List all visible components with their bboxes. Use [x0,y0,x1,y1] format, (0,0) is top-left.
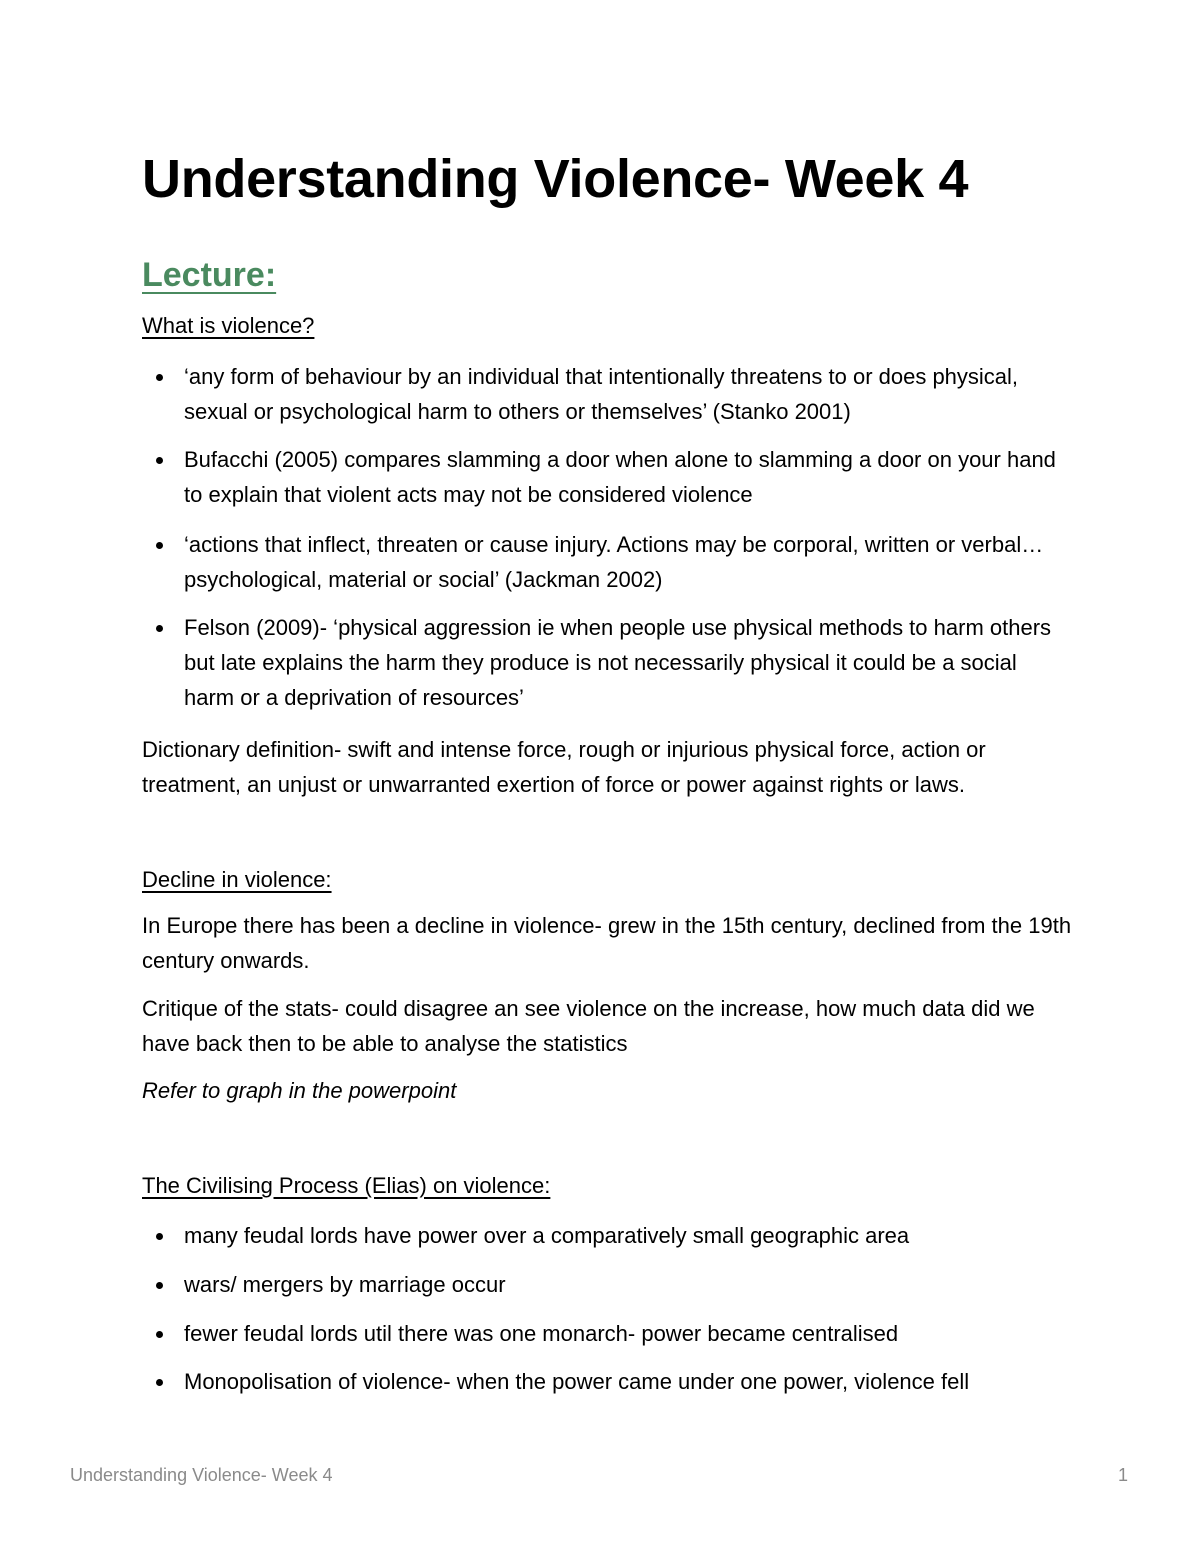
list-item [142,610,1072,715]
bullet-icon [156,457,163,464]
list-item [142,527,1072,597]
list-item [142,442,1072,512]
subheading-text: Decline in violence: [142,867,332,892]
list-item [142,1316,1072,1351]
bullet-icon [156,625,163,632]
what-is-violence-list-group-1 [142,359,1072,715]
what-is-violence-heading [142,308,1072,343]
bullet-icon [156,1331,163,1338]
powerpoint-note: Refer to graph in the powerpoint [142,1078,457,1103]
list-item-text: many feudal lords have power over a comparatively small geographic area [184,1223,910,1248]
page-number: 1 [1117,1465,1128,1485]
bullet-icon [156,542,163,549]
list-item [142,1267,1072,1302]
list-item-text: ‘actions that inflect, threaten or cause injury. Actions may be corporal, written or verbal… psychological, material or social’ (Jackman 2002) [184,532,1044,592]
subheading-text: What is violence? [142,313,315,338]
document-title: Understanding Violence- Week 4 [142,149,969,209]
list-item-text: ‘any form of behaviour by an individual that intentionally threatens to or does physical, sexual or psychological harm to others or themselves’ (Stanko 2001) [184,364,1019,424]
list-item-text: Monopolisation of violence- when the power came under one power, violence fell [184,1369,970,1394]
bullet-icon [156,374,163,381]
list-item [142,359,1072,429]
list-item-text: Bufacchi (2005) compares slamming a door when alone to slamming a door on your hand to explain that violent acts may not be considered violence [184,447,1056,507]
list-item [142,1364,1072,1399]
list-item-text: fewer feudal lords util there was one monarch- power became centralised [184,1321,899,1346]
definition-bullet-list [142,359,1072,715]
lecture-heading: Lecture: [142,256,277,294]
civilising-list [142,1218,1072,1399]
bullet-icon [156,1233,163,1240]
bullet-icon [156,1282,163,1289]
decline-heading [142,862,1072,897]
decline-paragraph-1: In Europe there has been a decline in violence- grew in the 15th century, declined from the 19th century onwards. [142,913,1072,973]
bullet-icon [156,1379,163,1386]
civilising-bullet-list [142,1218,1072,1399]
dictionary-definition: Dictionary definition- swift and intense force, rough or injurious physical force, action or treatment, an unjust or unwarranted exertion of force or power against rights or laws. [142,737,986,797]
list-item-text: Felson (2009)- ‘physical aggression ie when people use physical methods to harm others but late explains the harm they produce is not necessarily physical it could be a social harm or a deprivation of resources’ [184,615,1052,710]
list-item [142,1218,1072,1253]
subheading-text: The Civilising Process (Elias) on violence: [142,1173,551,1198]
list-item-text: wars/ mergers by marriage occur [184,1272,506,1297]
civilising-heading [142,1168,1072,1203]
footer-title: Understanding Violence- Week 4 [70,1465,333,1485]
decline-paragraph-2: Critique of the stats- could disagree an see violence on the increase, how much data did we have back then to be able to analyse the statistics [142,996,1035,1056]
